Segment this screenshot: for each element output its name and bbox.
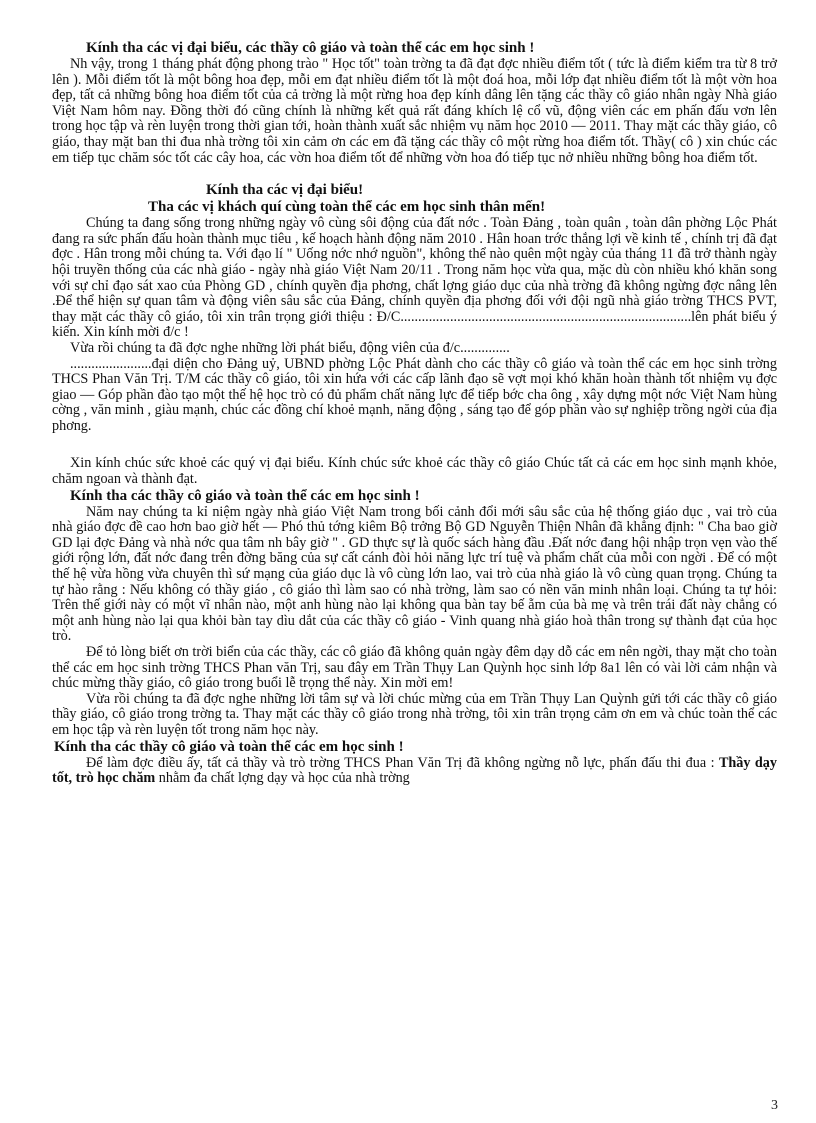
heading-greeting-4: Kính tha các thầy cô giáo và toàn thể các em học sinh !	[70, 487, 420, 504]
paragraph-9-text-a: Để làm đợc điều ấy, tất cả thầy và trò trờng THCS Phan Văn Trị đã không ngừng nỗ lực, phấn đấu thi đua :	[86, 754, 719, 771]
paragraph-9-slogan: Thầy dạy tốt, trò học chăm	[52, 754, 777, 787]
page-number: 3	[771, 1098, 778, 1113]
paragraph-4: .......................đại diện cho Đảng uỷ, UBND phờng Lộc Phát dành cho các thầy cô giáo và toàn thể các em học sinh trờng THCS Phan Văn Trị. T/M các thầy cô giáo, tôi xin hứa với các cấp lãnh đạo sẽ vợt mọi khó khăn hoàn thành tốt nhiệm vụ đợc giao — Góp phần đào tạo một thế hệ học trò có đủ phẩm chất năng lực để tiếp bớc cha ông , xây dựng một nớc Việt Nam hùng cờng , văn minh , giàu mạnh, chúc các đồng chí khoẻ mạnh, năng động , sáng tạo để góp phần vào sự nghiệp trồng ngời của địa phơng.	[52, 355, 777, 434]
paragraph-7: Để tỏ lòng biết ơn trời biển của các thầy, các cô giáo đã không quản ngày đêm dạy dỗ các em nên ngời, thay mặt cho toàn thể các em học sinh trờng THCS Phan văn Trị, sau đây em Trần Thụy Lan Quỳnh học sinh lớp 8a1 lên có vài lời cảm nhận và chúc mừng thầy giáo, cô giáo trong buổi lễ trọng thể này. Xin mời em!	[52, 644, 777, 692]
document-page	[52, 40, 777, 787]
paragraph-2: Chúng ta đang sống trong những ngày vô cùng sôi động của đất nớc . Toàn Đảng , toàn quân , toàn dân phờng Lộc Phát đang ra sức phấn đấu hoàn thành mục tiêu , kế hoạch hành động năm 2010 . Hân hoan trớc thắng lợi về kinh tế , chính trị đã đạt đợc . Hân trong mỗi chúng ta. Với đạo lí " Uống nớc nhớ nguồn", không thể nào quên một ngày của tháng 11 đã trở thành ngày hội truyền thống của các nhà giáo - ngày nhà giáo Việt Nam 20/11 . Trong năm học vừa qua, mặc dù còn nhiều khó khăn song với sự chỉ đạo sát xao của Phòng GD , chính quyền địa phơng, chất lợng giáo dục của nhà trờng đã không ngừng đợc nâng lên .Để thể hiện sự quan tâm và động viên sâu sắc của Đảng, chính quyền địa phơng đối với đội ngũ nhà giáo trờng THCS PVT, thay mặt các thầy cô giáo, tôi xin trân trọng giới thiệu : Đ/C..................................................................................lên phát biểu ý kiến. Xin kính mời đ/c !	[52, 215, 777, 341]
paragraph-9-text-c: nhằm đa chất lợng dạy và học của nhà trờng	[155, 770, 410, 787]
paragraph-1: Nh vậy, trong 1 tháng phát động phong trào " Học tốt" toàn trờng ta đã đạt đợc nhiều điểm tốt ( tức là điểm kiểm tra từ 8 trở lên ). Mỗi điểm tốt là một bông hoa đẹp, mỗi em đạt nhiều điểm tốt là một đoá hoa, mỗi lớp đạt nhiều điểm tốt là một vờn hoa đẹp, tất cả những bông hoa điểm tốt của cả trờng là một rừng hoa đẹp kính dâng lên tặng các thầy cô giáo nhân ngày Nhà giáo Việt Nam hôm nay. Đồng thời đó cũng chính là những kết quả rất đáng khích lệ cổ vũ, động viên các em phấn đấu vơn lên trong học tập và rèn luyện trong thời gian tới, hoàn thành xuất sắc nhiệm vụ năm học 2010 — 2011. Thay mặt các thầy giáo, cô giáo, thay mặt ban thi đua nhà trờng tôi xin cảm ơn các em đã tặng các thầy cô một rừng hoa điểm tốt. Thầy( cô ) xin chúc các em tiếp tục chăm sóc tốt các cây hoa, các vờn hoa điểm tốt để những vờn hoa đó tiếp tục nở nhiều những bông hoa điểm tốt.	[52, 56, 777, 166]
paragraph-3: Vừa rồi chúng ta đã đợc nghe những lời phát biểu, động viên của đ/c..............	[70, 339, 510, 356]
heading-greeting-1: Kính tha các vị đại biểu, các thầy cô giáo và toàn thể các em học sinh !	[86, 40, 535, 56]
heading-greeting-3: Tha các vị khách quí cùng toàn thể các em học sinh thân mến!	[148, 199, 546, 216]
paragraph-9	[52, 756, 777, 787]
heading-greeting-5: Kính tha các thầy cô giáo và toàn thể các em học sinh !	[54, 738, 404, 755]
paragraph-8: Vừa rồi chúng ta đã đợc nghe những lời tâm sự và lời chúc mừng của em Trần Thụy Lan Quỳnh gửi tới các thầy cô giáo thầy giáo, cô giáo trong trờng ta. Thay mặt các thầy cô giáo trong nhà trờng, tôi xin trân trọng cảm ơn em và chúc toàn thể các em học tập và rèn luyện tốt trong năm học này.	[52, 690, 777, 738]
paragraph-5: Xin kính chúc sức khoẻ các quý vị đại biểu. Kính chúc sức khoẻ các thầy cô giáo Chúc tất cả các em học sinh mạnh khỏe, chăm ngoan và thành đạt.	[52, 455, 777, 488]
paragraph-6: Năm nay chúng ta kỉ niệm ngày nhà giáo Việt Nam trong bối cảnh đổi mới sâu sắc của hệ thống giáo dục , vai trò của nhà giáo đợc đề cao hơn bao giờ hết — Phó thủ tớng kiêm Bộ trởng Bộ GD Nguyễn Thiện Nhân đã khẳng định: " Cha bao giờ GD lại đợc Đảng và nhà nớc qua tâm nh bây giờ " . GD thực sự là quốc sách hàng đầu .Đất nớc đang hội nhập trọn vẹn vào thế giới rộng lớn, đất nớc đang trên đờng băng của sự cất cánh đòi hỏi năng lực trí tuệ và phẩm chất của mỗi con ngời . Để có một thế hệ vừa hồng vừa chuyên thì sứ mạng của giáo dục là vô cùng lớn lao, vai trò của nhà giáo là vô cùng quan trọng. Chúng ta tự hào rằng : Nếu không có thầy giáo , cô giáo thì làm sao có nhà trờng, làm sao có nền văn minh nhân loại. Chúng ta tự hỏi: Trên thế giới này có một vĩ nhân nào, một anh hùng nào lại không qua bàn tay bế ẵm của bà mẹ và trên trái đất này chẳng có một anh hùng nào lại qua khỏi bàn tay dìu dắt của các thầy cô giáo - Vinh quang nhà giáo hoà thân trong sự thành đạt của học trò.	[52, 503, 777, 645]
heading-greeting-2: Kính tha các vị đại biểu!	[206, 182, 364, 199]
